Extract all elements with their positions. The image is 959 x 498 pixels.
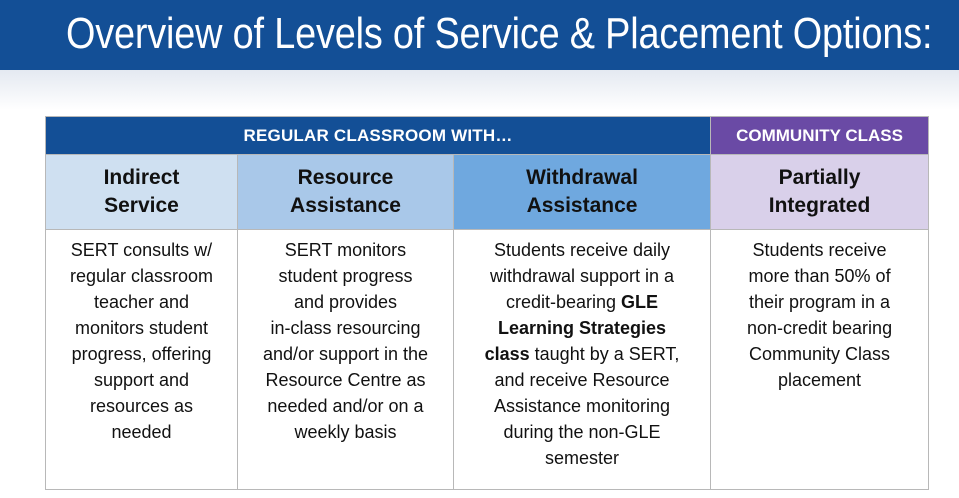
levels-of-service-table [45, 116, 929, 490]
page-title: Overview of Levels of Service & Placement Options: [66, 9, 933, 58]
gle-class-emphasis: GLE Learning Strategies class [484, 292, 667, 364]
group-header-row [46, 117, 929, 155]
partially-integrated-heading: Partially Integrated [711, 155, 929, 230]
withdrawal-assistance-heading: Withdrawal Assistance [454, 155, 711, 230]
title-banner [0, 0, 959, 70]
partially-integrated-description: Students receive more than 50% of their program in a non-credit bearing Community Class placement [711, 230, 929, 490]
withdrawal-text-part-2: taught by a SERT, and receive Resource Assistance monitoring during the non-GLE semester [493, 344, 680, 468]
resource-assistance-description: SERT monitors student progress and provides in-class resourcing and/or support in the Resource Centre as needed and/or on a weekly basis [238, 230, 454, 490]
service-description-row [46, 230, 929, 490]
community-class-header: COMMUNITY CLASS [711, 117, 929, 155]
resource-assistance-heading: Resource Assistance [238, 155, 454, 230]
service-heading-row [46, 155, 929, 230]
withdrawal-assistance-description [454, 230, 711, 490]
banner-shadow [0, 70, 959, 110]
withdrawal-text-part-1: Students receive daily withdrawal support in a credit-bearing [489, 240, 675, 312]
regular-classroom-header: REGULAR CLASSROOM WITH… [46, 117, 711, 155]
indirect-service-description: SERT consults w/ regular classroom teacher and monitors student progress, offering support and resources as needed [46, 230, 238, 490]
indirect-service-heading: Indirect Service [46, 155, 238, 230]
